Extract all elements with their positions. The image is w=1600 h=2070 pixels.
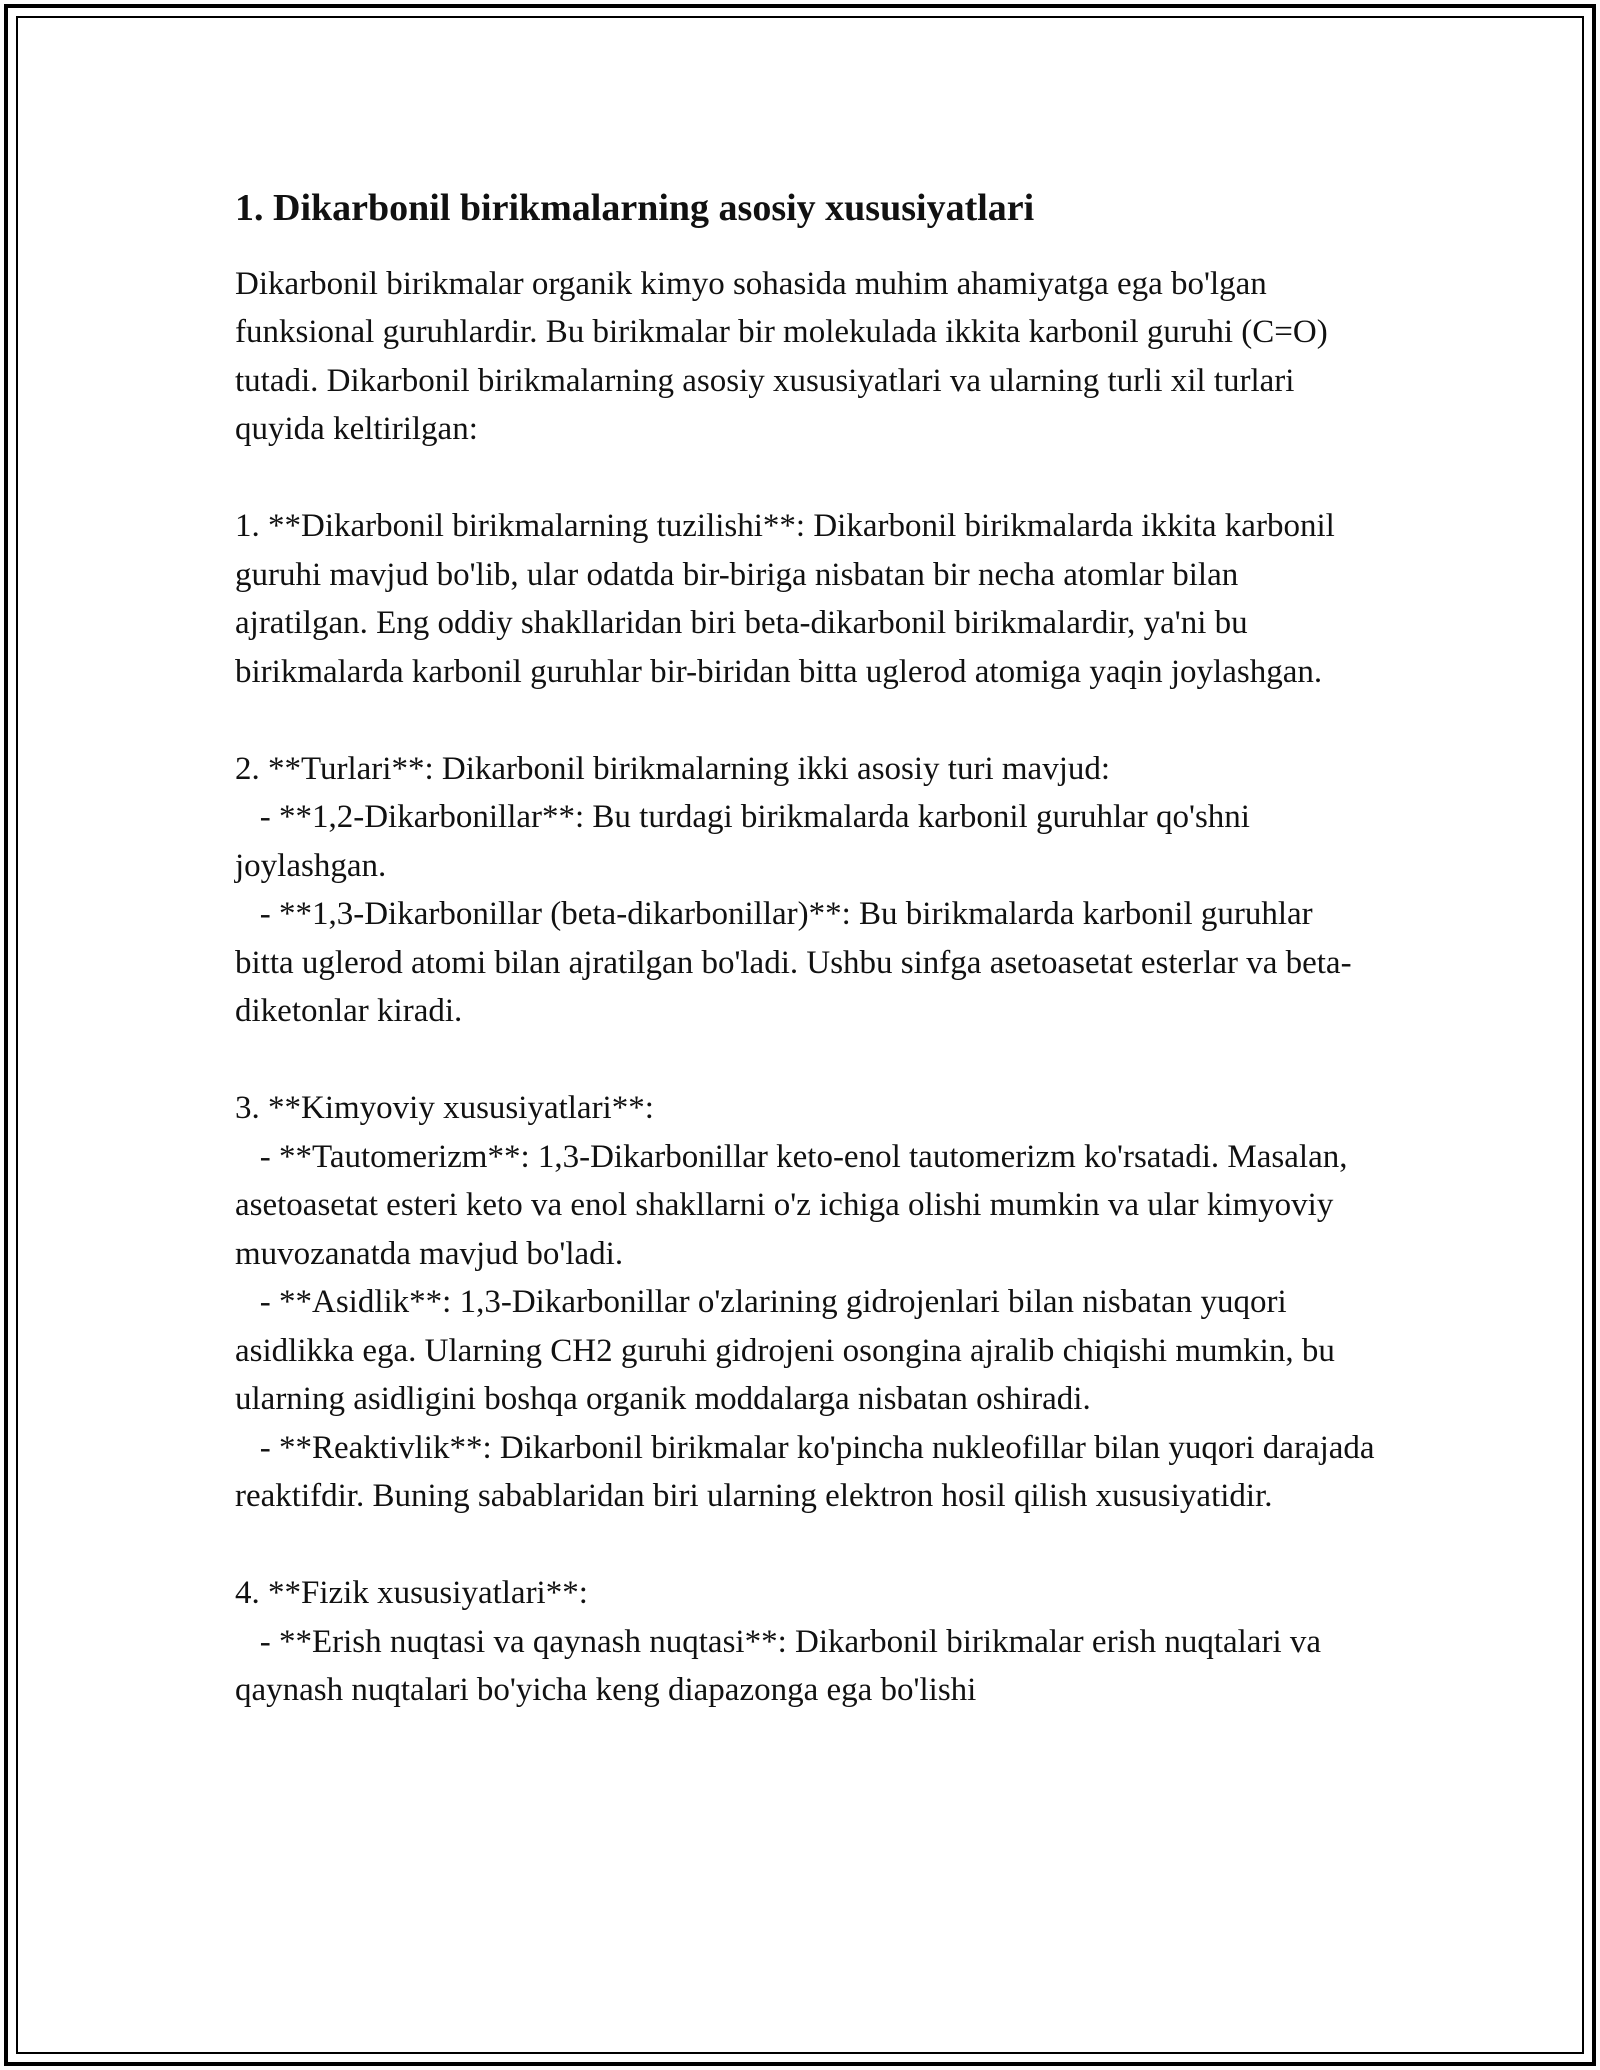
paragraph-spacer: [235, 1521, 1375, 1570]
section-4-item: - **Erish nuqtasi va qaynash nuqtasi**: Dikarbonil birikmalar erish nuqtalari va qaynash nuqtalari bo'yicha keng diapazonga ega bo'lishi: [235, 1623, 1330, 1709]
section-4-heading: 4. **Fizik xususiyatlari**:: [235, 1575, 588, 1612]
section-3-item: - **Asidlik**: 1,3-Dikarbonillar o'zlarining gidrojenlari bilan nisbatan yuqori asidlikka ega. Ularning CH2 guruhi gidrojeni osongina ajralib chiqishi mumkin, bu ularning asidligini boshqa organik moddalarga nisbatan oshiradi.: [235, 1284, 1344, 1418]
section-3-heading: 3. **Kimyoviy xususiyatlari**:: [235, 1090, 654, 1127]
section-3-item: - **Reaktivlik**: Dikarbonil birikmalar ko'pincha nukleofillar bilan yuqori darajada reaktifdir. Buning sabablaridan biri ularning elektron hosil qilish xususiyatidir.: [235, 1429, 1383, 1515]
paragraph-spacer: [235, 1036, 1375, 1085]
paragraph-spacer: [235, 696, 1375, 745]
section-1-paragraph: 1. **Dikarbonil birikmalarning tuzilishi**: Dikarbonil birikmalarda ikkita karbonil guruhi mavjud bo'lib, ular odatda bir-biriga nisbatan bir necha atomlar bilan ajratilgan. Eng oddiy shakllaridan biri beta-dikarbonil birikmalardir, ya'ni bu birikmalarda karbonil guruhlar bir-biridan bitta uglerod atomiga yaqin joylashgan.: [235, 508, 1344, 690]
intro-paragraph: Dikarbonil birikmalar organik kimyo sohasida muhim ahamiyatga ega bo'lgan funksional guruhlardir. Bu birikmalar bir molekulada ikkita karbonil guruhi (C=O) tutadi. Dikarbonil birikmalarning asosiy xususiyatlari va ularning turli xil turlari quyida keltirilgan:: [235, 265, 1336, 448]
paragraph-spacer: [235, 454, 1375, 503]
section-2-item: - **1,3-Dikarbonillar (beta-dikarbonillar)**: Bu birikmalarda karbonil guruhlar bitta uglerod atomi bilan ajratilgan bo'ladi. Ushbu sinfga asetoasetat esterlar va beta-diketonlar kiradi.: [235, 896, 1352, 1030]
document-body: [235, 186, 1383, 1715]
section-2-heading: 2. **Turlari**: Dikarbonil birikmalarning ikki asosiy turi mavjud:: [235, 750, 1111, 787]
section-3-item: - **Tautomerizm**: 1,3-Dikarbonillar keto-enol tautomerizm ko'rsatadi. Masalan, asetoasetat esteri keto va enol shakllarni o'z ichiga olishi mumkin va ular kimyoviy muvozanatda mavjud bo'ladi.: [235, 1138, 1356, 1272]
section-2-item: - **1,2-Dikarbonillar**: Bu turdagi birikmalarda karbonil guruhlar qo'shni joylashgan.: [235, 799, 1259, 884]
page-title: 1. Dikarbonil birikmalarning asosiy xususiyatlari: [235, 187, 1035, 229]
